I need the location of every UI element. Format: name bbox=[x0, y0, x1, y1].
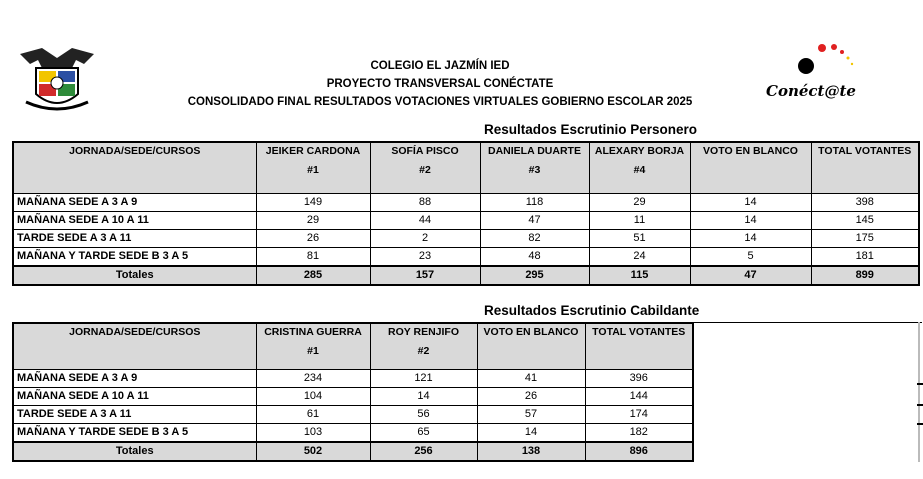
header-cell: VOTO EN BLANCO bbox=[690, 142, 811, 193]
table-cell: 234 bbox=[256, 369, 370, 387]
table-cell: 24 bbox=[589, 247, 690, 266]
table-cell: 104 bbox=[256, 387, 370, 405]
row-label: MAÑANA Y TARDE SEDE B 3 A 5 bbox=[13, 247, 256, 266]
total-cell: 47 bbox=[690, 266, 811, 285]
table-cell: 396 bbox=[585, 369, 693, 387]
total-cell: 899 bbox=[811, 266, 919, 285]
table-row bbox=[13, 211, 919, 229]
table-cell: 121 bbox=[370, 369, 477, 387]
project-name: PROYECTO TRANSVERSAL CONÉCTATE bbox=[326, 78, 554, 90]
total-cell: 896 bbox=[585, 442, 693, 461]
header-cell: CRISTINA GUERRA #1 bbox=[256, 323, 370, 369]
sheet-edge-mark bbox=[917, 383, 923, 385]
conectate-logo-text: Conéct@te bbox=[766, 82, 856, 100]
cabildante-section-title: Resultados Escrutinio Cabildante bbox=[484, 303, 700, 318]
table-cell: 175 bbox=[811, 229, 919, 247]
table-cell: 14 bbox=[690, 193, 811, 211]
table-cell: 181 bbox=[811, 247, 919, 266]
row-label: MAÑANA SEDE A 3 A 9 bbox=[13, 369, 256, 387]
sheet-edge-line bbox=[918, 322, 920, 462]
table-cell: 174 bbox=[585, 405, 693, 423]
table-row bbox=[13, 387, 693, 405]
total-cell: 138 bbox=[477, 442, 585, 461]
total-cell: 295 bbox=[480, 266, 589, 285]
table-cell: 44 bbox=[370, 211, 480, 229]
header-cell: VOTO EN BLANCO bbox=[477, 323, 585, 369]
table-cell: 398 bbox=[811, 193, 919, 211]
table-cell: 57 bbox=[477, 405, 585, 423]
table-cell: 26 bbox=[477, 387, 585, 405]
table-cell: 14 bbox=[690, 211, 811, 229]
table-row bbox=[13, 247, 919, 266]
table-cell: 11 bbox=[589, 211, 690, 229]
table-cell: 48 bbox=[480, 247, 589, 266]
table-cell: 103 bbox=[256, 423, 370, 442]
table-cell: 5 bbox=[690, 247, 811, 266]
table-row bbox=[13, 193, 919, 211]
school-crest-logo bbox=[18, 42, 96, 114]
total-cell: 115 bbox=[589, 266, 690, 285]
total-cell: 256 bbox=[370, 442, 477, 461]
personero-results-table bbox=[12, 141, 920, 286]
table-cell: 82 bbox=[480, 229, 589, 247]
conectate-logo bbox=[762, 40, 872, 106]
table-cell: 47 bbox=[480, 211, 589, 229]
table-cell: 182 bbox=[585, 423, 693, 442]
row-label: MAÑANA SEDE A 3 A 9 bbox=[13, 193, 256, 211]
sheet-gridline bbox=[692, 322, 922, 323]
table-row bbox=[13, 369, 693, 387]
personero-section-title: Resultados Escrutinio Personero bbox=[484, 122, 698, 137]
table-cell: 51 bbox=[589, 229, 690, 247]
table-cell: 81 bbox=[256, 247, 370, 266]
totals-label: Totales bbox=[13, 266, 256, 285]
totals-row bbox=[13, 442, 693, 461]
sheet-edge-mark bbox=[917, 423, 923, 425]
header-titles bbox=[150, 57, 730, 111]
table-cell: 56 bbox=[370, 405, 477, 423]
table-cell: 65 bbox=[370, 423, 477, 442]
table-header-row bbox=[13, 323, 693, 369]
table-cell: 23 bbox=[370, 247, 480, 266]
table-row bbox=[13, 229, 919, 247]
table-header-row bbox=[13, 142, 919, 193]
table-cell: 2 bbox=[370, 229, 480, 247]
table-row bbox=[13, 405, 693, 423]
header-cell: ALEXARY BORJA #4 bbox=[589, 142, 690, 193]
table-cell: 88 bbox=[370, 193, 480, 211]
cabildante-results-table bbox=[12, 322, 694, 462]
header-cell: JORNADA/SEDE/CURSOS bbox=[13, 142, 256, 193]
document-header bbox=[0, 0, 923, 115]
header-cell: TOTAL VOTANTES bbox=[811, 142, 919, 193]
table-cell: 145 bbox=[811, 211, 919, 229]
total-cell: 502 bbox=[256, 442, 370, 461]
table-cell: 61 bbox=[256, 405, 370, 423]
table-cell: 149 bbox=[256, 193, 370, 211]
table-cell: 41 bbox=[477, 369, 585, 387]
row-label: TARDE SEDE A 3 A 11 bbox=[13, 229, 256, 247]
sheet-edge-mark bbox=[917, 404, 923, 406]
table-cell: 118 bbox=[480, 193, 589, 211]
totals-label: Totales bbox=[13, 442, 256, 461]
total-cell: 285 bbox=[256, 266, 370, 285]
header-cell: DANIELA DUARTE #3 bbox=[480, 142, 589, 193]
header-cell: JORNADA/SEDE/CURSOS bbox=[13, 323, 256, 369]
row-label: MAÑANA SEDE A 10 A 11 bbox=[13, 387, 256, 405]
row-label: MAÑANA SEDE A 10 A 11 bbox=[13, 211, 256, 229]
table-cell: 144 bbox=[585, 387, 693, 405]
table-cell: 14 bbox=[690, 229, 811, 247]
header-cell: JEIKER CARDONA #1 bbox=[256, 142, 370, 193]
table-row bbox=[13, 423, 693, 442]
table-cell: 14 bbox=[370, 387, 477, 405]
totals-row bbox=[13, 266, 919, 285]
header-cell: TOTAL VOTANTES bbox=[585, 323, 693, 369]
row-label: TARDE SEDE A 3 A 11 bbox=[13, 405, 256, 423]
table-cell: 29 bbox=[589, 193, 690, 211]
header-cell: ROY RENJIFO #2 bbox=[370, 323, 477, 369]
table-cell: 29 bbox=[256, 211, 370, 229]
school-name: COLEGIO EL JAZMÍN IED bbox=[370, 60, 510, 72]
table-cell: 26 bbox=[256, 229, 370, 247]
row-label: MAÑANA Y TARDE SEDE B 3 A 5 bbox=[13, 423, 256, 442]
total-cell: 157 bbox=[370, 266, 480, 285]
header-cell: SOFÍA PISCO #2 bbox=[370, 142, 480, 193]
report-title: CONSOLIDADO FINAL RESULTADOS VOTACIONES VIRTUALES GOBIERNO ESCOLAR 2025 bbox=[187, 96, 693, 108]
table-cell: 14 bbox=[477, 423, 585, 442]
